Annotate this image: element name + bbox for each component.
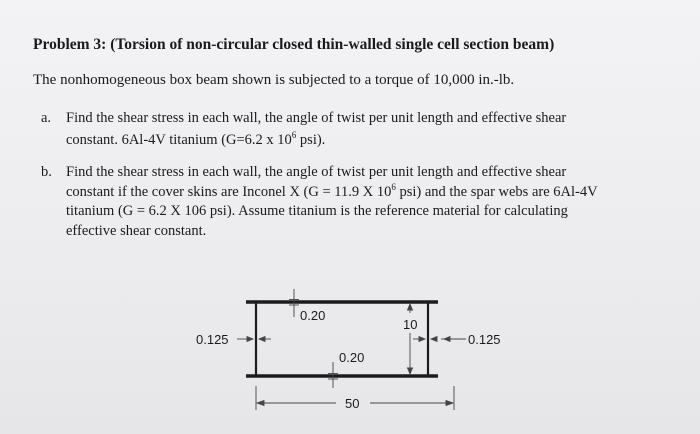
part-b-line-1: Find the shear stress in each wall, the angle of twist per unit length and effective shear	[66, 164, 567, 180]
left-thickness-arrowhead-inner	[259, 337, 265, 342]
part-a-line-1: Find the shear stress in each wall, the angle of twist per unit length and effective shear	[66, 110, 567, 126]
top-thickness-label: 0.20	[300, 308, 326, 323]
right-thickness-arrowhead-inner	[431, 337, 437, 342]
left-thickness-arrowhead	[247, 337, 253, 342]
problem-title: Problem 3: (Torsion of non-circular closed thin-walled single cell section beam)	[33, 36, 555, 53]
right-thickness-leader-arrowhead	[444, 337, 450, 342]
part-a-line-2-tail: psi).	[296, 132, 326, 148]
height-arrowhead-top	[408, 304, 413, 310]
right-thickness-label: 0.125	[468, 332, 501, 347]
left-thickness-label: 0.125	[196, 332, 229, 347]
part-b-line-2-text: constant if the cover skins are Inconel X (G = 11.9 X 10	[66, 183, 392, 200]
width-label: 50	[345, 396, 360, 411]
part-b-line-4: effective shear constant.	[66, 222, 207, 239]
width-arrowhead-right	[446, 401, 453, 406]
part-a-marker: a.	[41, 110, 52, 126]
right-thickness-arrowhead	[419, 337, 425, 342]
part-a-exponent: 6	[291, 130, 297, 140]
height-label: 10	[403, 317, 418, 332]
part-b-line-2-tail: psi) and the spar webs are 6Al-4V	[395, 183, 598, 200]
bottom-thickness-label: 0.20	[339, 350, 365, 365]
width-arrowhead-left	[257, 401, 264, 406]
part-b-exponent: 6	[391, 181, 396, 192]
part-b-line-3: titanium (G = 6.2 X 106 psi). Assume titanium is the reference material for calculating	[66, 203, 568, 219]
height-arrowhead-bottom	[408, 368, 413, 374]
problem-intro: The nonhomogeneous box beam shown is subjected to a torque of 10,000 in.-lb.	[33, 72, 515, 88]
part-a-line-2-text: constant. 6Al-4V titanium (G=6.2 x 10	[66, 132, 292, 148]
dimension-labels	[196, 308, 501, 411]
part-b-marker: b.	[41, 164, 52, 180]
